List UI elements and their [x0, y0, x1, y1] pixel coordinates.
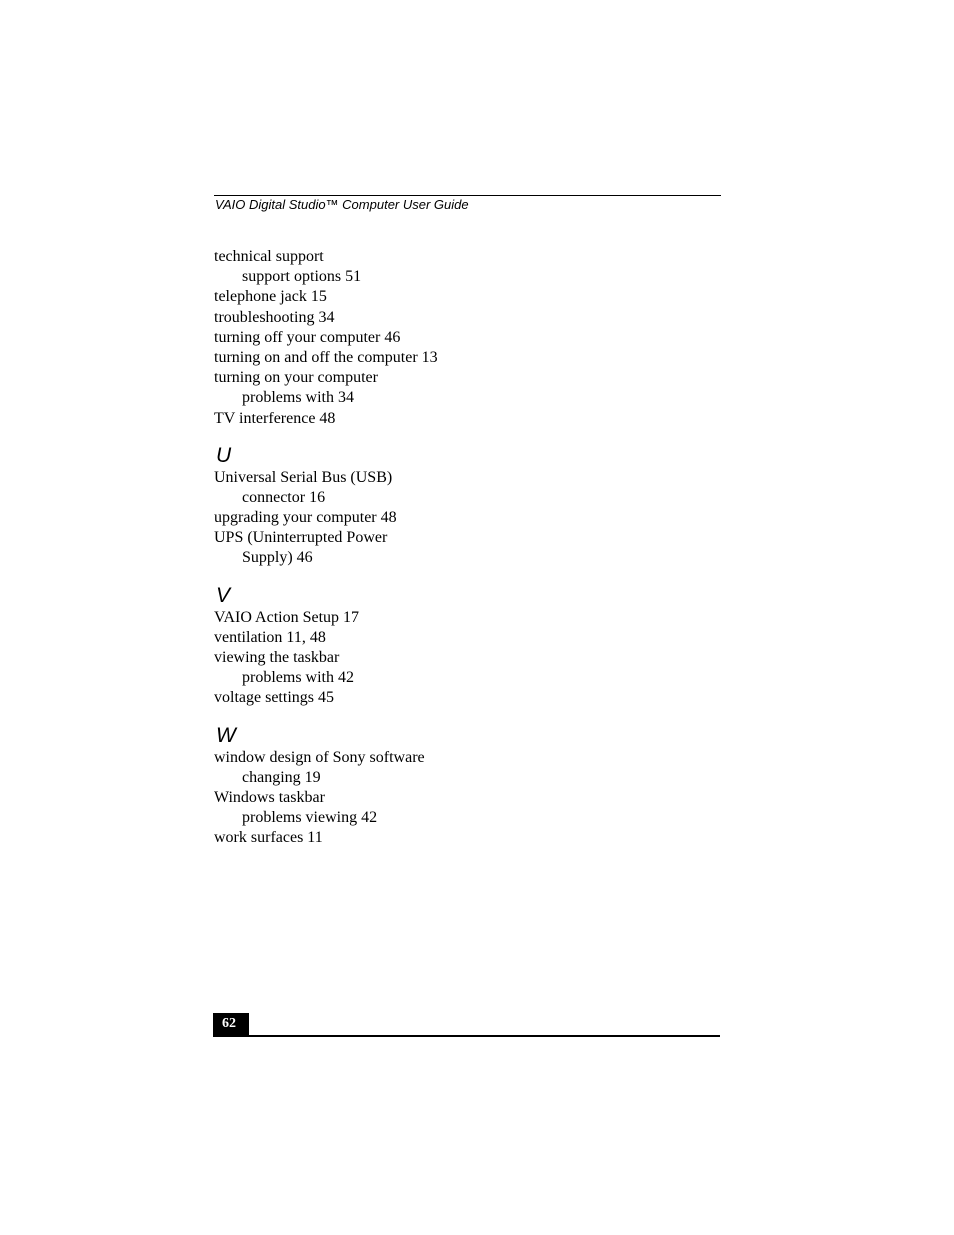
running-header-title: VAIO Digital Studio™ Computer User Guide [215, 197, 469, 212]
index-subentry: problems with 34 [242, 389, 354, 407]
footer-rule [213, 1035, 720, 1037]
page-number-badge: 62 [213, 1013, 249, 1035]
index-entry: TV interference 48 [214, 409, 336, 427]
index-entry: viewing the taskbar [214, 649, 340, 666]
index-subentry: Supply) 46 [242, 549, 313, 567]
index-subentry: problems with 42 [242, 669, 354, 687]
index-entry: ventilation 11, 48 [214, 628, 326, 646]
section-letter-w: W [216, 723, 236, 747]
index-entry: UPS (Uninterrupted Power [214, 529, 388, 547]
index-entry: telephone jack 15 [214, 288, 327, 306]
index-subentry: support options 51 [242, 268, 362, 286]
index-subentry: problems viewing 42 [242, 809, 378, 827]
index-entry: work surfaces 11 [214, 829, 323, 847]
index-entry: Windows taskbar [214, 788, 325, 806]
index-subentry: changing 19 [242, 768, 321, 786]
index-entry: technical support [214, 248, 324, 265]
section-letter-u: U [216, 443, 232, 467]
index-entry: turning off your computer 46 [214, 328, 401, 346]
index-entry: upgrading your computer 48 [214, 509, 397, 527]
index-entry: turning on your computer [214, 369, 378, 387]
index-entry: troubleshooting 34 [214, 308, 335, 326]
section-letter-v: V [216, 583, 231, 607]
header-rule [214, 195, 721, 196]
index-entry: Universal Serial Bus (USB) [214, 468, 393, 486]
index-entry: voltage settings 45 [214, 689, 334, 707]
index-body [214, 247, 720, 849]
index-entry: turning on and off the computer 13 [214, 348, 438, 366]
index-entry: window design of Sony software [214, 748, 425, 766]
index-subentry: connector 16 [242, 488, 326, 506]
index-entry: VAIO Action Setup 17 [214, 608, 360, 626]
